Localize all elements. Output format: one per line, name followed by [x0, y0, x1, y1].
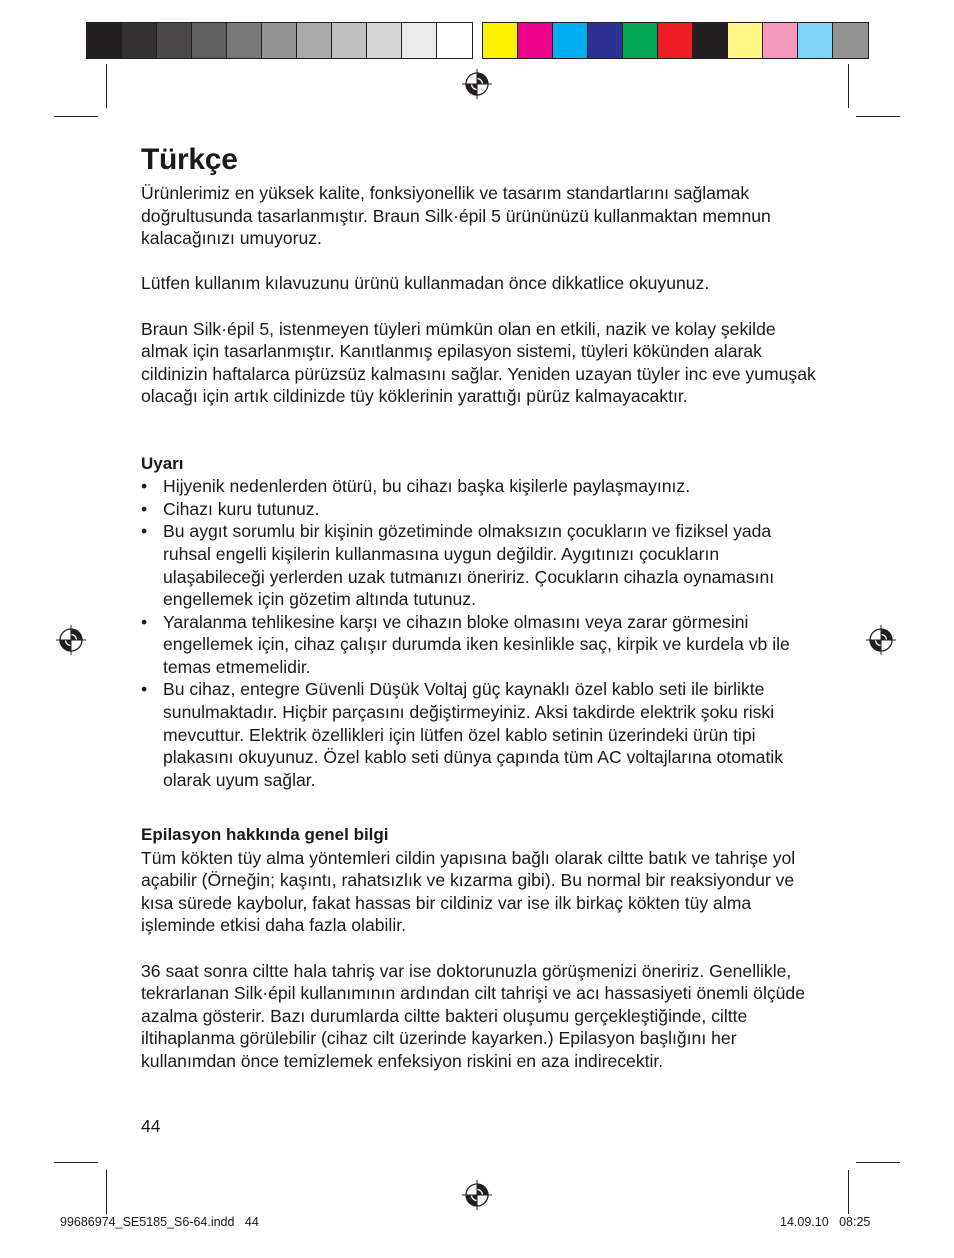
crop-mark-top-right-vertical	[848, 64, 849, 108]
crop-mark-bottom-right-horizontal	[856, 1162, 900, 1163]
crop-mark-bottom-left-horizontal	[54, 1162, 98, 1163]
page-title: Türkçe	[141, 143, 238, 176]
color-swatch	[693, 23, 728, 58]
list-item: • Hijyenik nedenlerden ötürü, bu cihazı başka kişilerle paylaşmayınız.	[141, 475, 821, 498]
list-item: • Yaralanma tehlikesine karşı ve cihazın bloke olmasını veya zarar görmesini engellemek için, cihaz çalışır durumda iken kesinlikle saç, kirpik ve kurdela vb ile temas etmemelidir.	[141, 611, 821, 679]
warning-list	[141, 475, 821, 791]
color-swatch	[553, 23, 588, 58]
color-swatch	[833, 23, 868, 58]
gray-swatch	[437, 23, 472, 58]
intro-paragraph: Lütfen kullanım kılavuzunu ürünü kullanmadan önce dikkatlice okuyunuz.	[141, 273, 710, 294]
color-swatch	[623, 23, 658, 58]
list-item: • Bu cihaz, entegre Güvenli Düşük Voltaj güç kaynaklı özel kablo seti ile birlikte sunulmaktadır. Hiçbir parçasını değiştirmeyiniz. Aksi takdirde elektrik şoku riski mevcuttur. Elektrik özellikleri için lütfen özel kablo setinin üzerindeki ürün tipi plakasını okuyunuz. Özel kablo seti dünya çapında tüm AC voltajlarına otomatik olarak uyum sağlar.	[141, 678, 821, 791]
grayscale-color-bar	[86, 22, 473, 59]
slug-file-info: 99686974_SE5185_S6-64.indd 44	[60, 1215, 259, 1229]
intro-paragraph: Ürünlerimiz en yüksek kalite, fonksiyonellik ve tasarım standartlarını sağlamak doğrultusunda tasarlanmıştır. Braun Silk·épil 5 ürününüzü kullanmaktan memnun kalacağınızı umuyoruz.	[141, 183, 771, 249]
color-swatch	[728, 23, 763, 58]
process-color-bar	[482, 22, 869, 59]
page-number: 44	[141, 1116, 161, 1136]
color-swatch	[518, 23, 553, 58]
intro-paragraph: Braun Silk·épil 5, istenmeyen tüyleri mümkün olan en etkili, nazik ve kolay şekilde almak için tasarlanmıştır. Kanıtlanmış epilasyon sistemi, tüyleri kökünden alarak cildinizin haftalarca pürüzsüz kalmasını sağlar. Yeniden uzayan tüyler inc eve yumuşak olacağı için artık cildinizde tüy köklerinin yarattığı pürüz kalmayacaktır.	[141, 318, 816, 407]
registration-mark-icon	[866, 625, 896, 655]
color-swatch	[798, 23, 833, 58]
crop-mark-top-left-horizontal	[54, 116, 98, 117]
gray-swatch	[297, 23, 332, 58]
general-info-paragraph: 36 saat sonra ciltte hala tahriş var ise doktorunuzla görüşmenizi öneririz. Genellikle, tekrarlanan Silk·épil kullanımının ardından cilt tahrişi ve acı hassasiyeti önemli ölçüde azalma gösterir. Bazı durumlarda ciltte bakteri oluşumu gerçekleştiğinde, ciltte iltihaplanma görülebilir (cihaz cilt üzerinde kayarken.) Epilasyon başlığını her kullanımdan önce temizlemek enfeksiyon riskini en aza indirecektir.	[141, 960, 806, 1071]
crop-mark-bottom-left-vertical	[106, 1170, 107, 1214]
gray-swatch	[367, 23, 402, 58]
general-info-paragraph: Tüm kökten tüy alma yöntemleri cildin yapısına bağlı olarak ciltte batık ve tahrişe yol açabilir (Örneğin; kaşıntı, rahatsızlık ve kızarma gibi). Bu normal bir reaksiyondur ve kısa sürede kaybolur, fakat hassas bir cildiniz var ise ilk birkaç kökten tüy alma işleminde etkisi daha fazla olabilir.	[141, 847, 796, 936]
gray-swatch	[87, 23, 122, 58]
gray-swatch	[157, 23, 192, 58]
list-item: • Bu aygıt sorumlu bir kişinin gözetiminde olmaksızın çocukların ve fiziksel yada ruhsal engelli kişilerin kullanmasına uygun değildir. Aygıtınızı çocukların ulaşabileceği yerlerden uzak tutmanızı öneririz. Çocukların cihazla oynamasını engellemek için gözetim altında tutunuz.	[141, 520, 821, 610]
gray-swatch	[192, 23, 227, 58]
gray-swatch	[122, 23, 157, 58]
color-swatch	[763, 23, 798, 58]
color-swatch	[588, 23, 623, 58]
crop-mark-bottom-right-vertical	[848, 1170, 849, 1214]
registration-mark-icon	[56, 625, 86, 655]
general-info-heading: Epilasyon hakkında genel bilgi	[141, 825, 389, 845]
registration-mark-icon	[462, 1180, 492, 1210]
slug-datetime: 14.09.10 08:25	[780, 1215, 871, 1229]
crop-mark-top-right-horizontal	[856, 116, 900, 117]
page-content	[141, 142, 821, 1073]
registration-mark-icon	[462, 69, 492, 99]
gray-swatch	[227, 23, 262, 58]
warning-heading: Uyarı	[141, 453, 184, 473]
crop-mark-top-left-vertical	[106, 64, 107, 108]
color-swatch	[483, 23, 518, 58]
color-swatch	[658, 23, 693, 58]
gray-swatch	[262, 23, 297, 58]
gray-swatch	[332, 23, 367, 58]
gray-swatch	[402, 23, 437, 58]
list-item: • Cihazı kuru tutunuz.	[141, 498, 821, 521]
